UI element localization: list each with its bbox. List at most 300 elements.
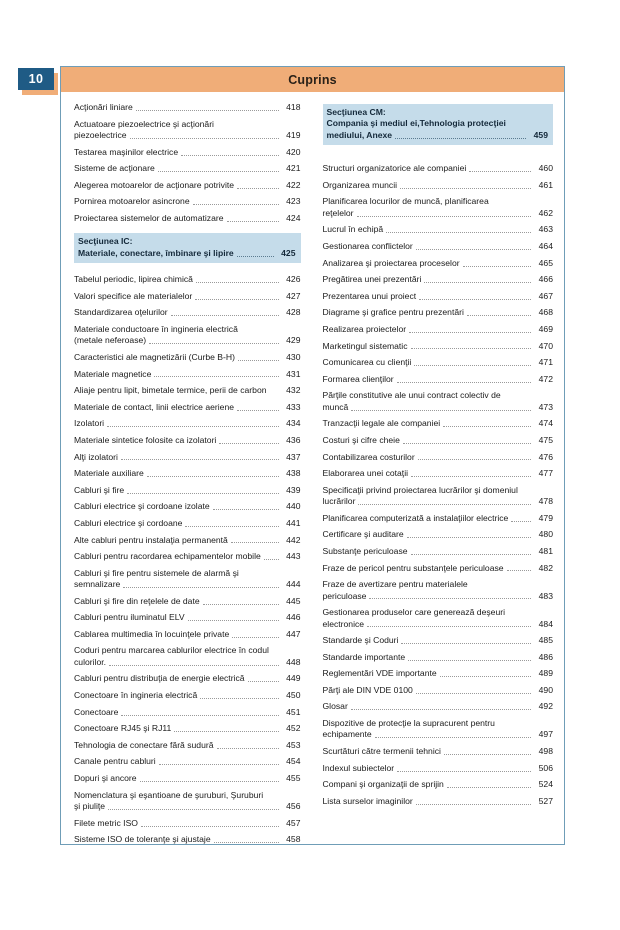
toc-entry[interactable]: [323, 163, 554, 174]
toc-entry-label-cont: piezoelectrice: [74, 130, 127, 140]
toc-entry-label: Planificarea computerizată a instalaţiilor electrice: [322, 512, 509, 523]
toc-entry-page: 447: [286, 628, 301, 639]
toc-entry-page: 433: [286, 401, 301, 412]
toc-entry-page: 419: [286, 130, 301, 140]
toc-entry[interactable]: [74, 834, 301, 845]
leader-dots: [463, 265, 531, 267]
toc-entry-label: Testarea maşinilor electrice: [74, 146, 179, 157]
leader-dots: [123, 586, 278, 588]
toc-entry[interactable]: [74, 196, 301, 207]
toc-entry[interactable]: [323, 779, 554, 790]
toc-entry-page: 489: [538, 668, 553, 679]
toc-right-column: [313, 102, 557, 851]
page-title: Cuprins: [288, 72, 337, 87]
toc-entry[interactable]: [74, 119, 301, 142]
toc-entry-page: 470: [538, 340, 553, 351]
toc-entry[interactable]: [74, 723, 301, 734]
toc-entry-page: 506: [538, 762, 553, 773]
toc-entry-label: Cablarea multimedia în locuinţele private: [74, 628, 230, 639]
leader-dots: [409, 331, 531, 333]
toc-entry[interactable]: [323, 746, 554, 757]
toc-entry-page: 483: [538, 590, 553, 601]
toc-entry-label: Materiale de contact, linii electrice aeriene: [74, 401, 235, 412]
toc-entry-page: 471: [538, 357, 553, 368]
leader-dots: [141, 825, 279, 827]
toc-entry-page: 434: [286, 418, 301, 429]
toc-entry[interactable]: [74, 535, 301, 546]
leader-dots: [140, 780, 279, 782]
toc-entry-page: 438: [286, 468, 301, 479]
leader-dots: [136, 109, 279, 111]
toc-entry-label: Realizarea proiectelor: [322, 323, 407, 334]
leader-dots: [130, 137, 279, 139]
toc-entry-page: 440: [286, 501, 301, 512]
leader-dots: [185, 525, 278, 527]
toc-entry[interactable]: [74, 147, 301, 158]
toc-entry-page: 477: [538, 468, 553, 479]
leader-dots: [416, 692, 531, 694]
leader-dots: [369, 597, 531, 599]
toc-entry-page: 490: [538, 684, 553, 695]
toc-entry-label: Coduri pentru marcarea cablurilor electrice în codul: [74, 645, 269, 656]
leader-dots: [213, 508, 279, 510]
toc-entry-label: Reglementări VDE importante: [322, 668, 437, 679]
leader-dots: [232, 636, 278, 638]
leader-dots: [407, 536, 531, 538]
leader-dots: [158, 170, 279, 172]
toc-entry[interactable]: [323, 274, 554, 285]
toc-entry-label: Cabluri şi fire pentru sistemele de alarmă şi: [74, 567, 239, 578]
toc-entry-label: Comunicarea cu clienţii: [322, 357, 412, 368]
toc-entry-label: Lucrul în echipă: [322, 224, 384, 235]
toc-entry-page: 431: [286, 368, 301, 379]
toc-entry-page: 474: [538, 418, 553, 429]
toc-entry-label: Alte cabluri pentru instalaţia permanentă: [74, 534, 228, 545]
toc-entry-page: 492: [538, 701, 553, 712]
toc-entry-page: 465: [538, 257, 553, 268]
toc-entry[interactable]: [323, 529, 554, 540]
toc-entry-label-cont: muncă: [322, 401, 349, 412]
toc-entry-label: Lista surselor imaginilor: [322, 795, 413, 806]
toc-entry[interactable]: [74, 551, 301, 562]
toc-entry-page: 486: [538, 651, 553, 662]
toc-entry-label: Acţionări liniare: [74, 102, 133, 112]
toc-entry[interactable]: [74, 629, 301, 640]
leader-dots: [121, 458, 279, 460]
toc-entry-page: 473: [538, 401, 553, 412]
leader-dots: [375, 736, 531, 738]
toc-entry[interactable]: [74, 274, 301, 285]
toc-entry-label: Gestionarea conflictelor: [322, 241, 413, 251]
toc-entry-label: Tehnologia de conectare fără sudură: [74, 739, 214, 750]
toc-entry-label: Proiectarea sistemelor de automatizare: [74, 212, 224, 223]
leader-dots: [127, 492, 278, 494]
toc-entry-label: Aliaje pentru lipit, bimetale termice, perii de carbon: [74, 385, 267, 396]
toc-entry-label: Pornirea motoarelor asincrone: [74, 196, 190, 207]
leader-dots: [195, 298, 278, 300]
leader-dots: [440, 675, 531, 677]
toc-entry-label: Conectoare: [74, 706, 119, 717]
toc-entry-label-cont: echipamente: [322, 729, 372, 740]
toc-entry[interactable]: [74, 307, 301, 318]
toc-entry-label: Scurtături către termenii tehnici: [322, 746, 441, 757]
toc-right-entries: [323, 163, 554, 807]
leader-dots: [159, 763, 279, 765]
toc-entry-page: 424: [286, 212, 301, 223]
toc-entry[interactable]: [323, 224, 554, 235]
toc-entry[interactable]: [323, 796, 554, 807]
section-heading-ic[interactable]: [74, 233, 301, 263]
leader-dots: [507, 569, 531, 571]
leader-dots: [443, 425, 531, 427]
toc-entry[interactable]: [323, 258, 554, 269]
spacer: [323, 156, 554, 163]
toc-entry[interactable]: [74, 596, 301, 607]
toc-entry-page: 469: [538, 323, 553, 334]
toc-entry[interactable]: [323, 652, 554, 663]
toc-entry-page: 449: [286, 673, 301, 684]
toc-entry-page: 456: [286, 801, 301, 812]
toc-entry-label: Prezentarea unui proiect: [322, 290, 417, 301]
toc-entry-page: 432: [286, 385, 301, 396]
toc-entry[interactable]: [74, 102, 301, 113]
toc-entry[interactable]: [74, 707, 301, 718]
leader-dots: [351, 708, 531, 710]
toc-entry-page: 484: [538, 618, 553, 629]
toc-entry-label-cont-row: [323, 208, 554, 219]
toc-entry-label: Filete metric ISO: [74, 817, 138, 828]
leader-dots: [511, 520, 531, 522]
toc-entry[interactable]: [323, 468, 554, 479]
toc-entry[interactable]: [323, 701, 554, 712]
leader-dots: [411, 347, 531, 349]
toc-entry-label: Materiale auxiliare: [74, 468, 144, 479]
toc-entry[interactable]: [74, 818, 301, 829]
leader-dots: [367, 625, 531, 627]
toc-entry-page: 476: [538, 451, 553, 462]
section-cm-line1: Secţiunea CM:: [326, 107, 386, 117]
toc-left-entries-bottom: [74, 274, 301, 845]
toc-entry-page: 466: [538, 274, 553, 285]
leader-dots: [408, 659, 531, 661]
leader-dots: [400, 187, 531, 189]
toc-entry[interactable]: [323, 485, 554, 508]
toc-entry-label: Specificaţii privind proiectarea lucrărilor şi domeniul: [322, 484, 518, 495]
toc-entry[interactable]: [323, 435, 554, 446]
toc-entry[interactable]: [323, 241, 554, 252]
toc-entry[interactable]: [323, 357, 554, 368]
toc-entry-label: Indexul subiectelor: [322, 762, 395, 773]
toc-entry-label-cont: (metale neferoase): [74, 335, 147, 346]
toc-entry[interactable]: [323, 718, 554, 741]
toc-entry[interactable]: [323, 635, 554, 646]
toc-entry[interactable]: [323, 452, 554, 463]
toc-entry[interactable]: [323, 307, 554, 318]
leader-dots: [444, 753, 531, 755]
toc-entry-label: Fraze de pericol pentru substanţele periculoase: [322, 562, 504, 573]
toc-entry-page: 464: [538, 241, 553, 251]
toc-entry-label: Alţi izolatori: [74, 451, 118, 462]
section-cm-page: 459: [533, 129, 548, 140]
leader-dots: [193, 203, 279, 205]
leader-dots: [248, 680, 279, 682]
toc-entry-label: Materiale conductoare în ingineria electrică: [74, 323, 238, 334]
toc-entry-label: Substanţe periculoase: [322, 545, 408, 556]
toc-entry-label: Glosar: [322, 701, 348, 712]
leader-dots: [414, 364, 531, 366]
leader-dots: [397, 381, 531, 383]
toc-entry[interactable]: [74, 180, 301, 191]
toc-entry-label: Cabluri electrice şi cordoane izolate: [74, 501, 210, 512]
page-number-value: 10: [18, 68, 54, 90]
toc-entry-label: Standardizarea oţelurilor: [74, 307, 168, 318]
toc-entry[interactable]: [323, 418, 554, 429]
toc-entry-page: 461: [538, 179, 553, 190]
toc-entry-label: Cabluri pentru distribuţia de energie electrică: [74, 673, 245, 684]
toc-entry-page: 437: [286, 451, 301, 462]
toc-entry[interactable]: [74, 518, 301, 529]
toc-entry[interactable]: [74, 673, 301, 684]
toc-entry-label: Părţile constitutive ale unui contract colectiv de: [322, 390, 501, 401]
leader-dots: [395, 137, 526, 139]
toc-entry[interactable]: [74, 468, 301, 479]
toc-entry-label: Elaborarea unei cotaţii: [322, 468, 409, 479]
leader-dots: [424, 281, 531, 283]
toc-entry-page: 442: [286, 534, 301, 545]
toc-entry[interactable]: [74, 369, 301, 380]
toc-entry-label: Standarde importante: [322, 651, 406, 662]
page-number-badge: [18, 68, 58, 94]
toc-entry-label: Standarde şi Coduri: [322, 635, 399, 646]
toc-entry[interactable]: [323, 668, 554, 679]
toc-entry-page: 426: [286, 274, 301, 285]
toc-entry[interactable]: [74, 568, 301, 591]
toc-entry[interactable]: [323, 180, 554, 191]
toc-entry-page: 478: [538, 496, 553, 507]
toc-content-frame: [60, 66, 565, 845]
toc-entry[interactable]: [323, 324, 554, 335]
toc-entry-label: Dispozitive de protecţie la supracurent pentru: [322, 718, 495, 729]
toc-entry-label-cont-row: [323, 619, 554, 630]
leader-dots: [237, 187, 278, 189]
toc-entry-page: 444: [286, 579, 301, 590]
toc-entry[interactable]: [74, 385, 301, 396]
section-heading-cm[interactable]: [323, 104, 554, 145]
leader-dots: [107, 425, 278, 427]
toc-entry-label: Gestionarea produselor care generează deşeuri: [322, 607, 505, 618]
toc-entry-page: 423: [286, 196, 301, 207]
toc-entry[interactable]: [74, 485, 301, 496]
toc-entry[interactable]: [74, 612, 301, 623]
toc-entry[interactable]: [74, 352, 301, 363]
toc-entry[interactable]: [74, 501, 301, 512]
toc-entry[interactable]: [74, 163, 301, 174]
toc-entry-label: Fraze de avertizare pentru materialele: [322, 579, 468, 590]
leader-dots: [237, 255, 274, 257]
toc-entry-page: 445: [286, 595, 301, 606]
leader-dots: [401, 642, 531, 644]
toc-entry-label: Valori specifice ale materialelor: [74, 290, 193, 301]
section-ic-line2: Materiale, conectare, îmbinare şi lipire: [78, 247, 234, 258]
toc-entry-label: Structuri organizatorice ale companiei: [322, 163, 467, 174]
leader-dots: [109, 664, 279, 666]
toc-entry-label: Caracteristici ale magnetizării (Curbe B-H): [74, 351, 235, 362]
toc-entry-label: Organizarea muncii: [322, 179, 398, 190]
toc-left-column: [69, 102, 313, 851]
leader-dots: [227, 220, 279, 222]
toc-entry-label: Sisteme ISO de toleranţe şi ajustaje: [74, 834, 211, 845]
toc-entry-label-cont: periculoase: [322, 590, 367, 601]
toc-entry-label: Analizarea şi proiectarea proceselor: [322, 257, 460, 268]
toc-entry-page: 427: [286, 290, 301, 301]
toc-entry-page: 527: [538, 795, 553, 806]
toc-entry-label: Actuatoare piezoelectrice şi acţionări: [74, 118, 214, 129]
toc-entry[interactable]: [323, 563, 554, 574]
toc-entry[interactable]: [74, 773, 301, 784]
toc-entry[interactable]: [74, 418, 301, 429]
toc-left-entries-top: [74, 102, 301, 224]
toc-entry-label: Cabluri pentru racordarea echipamentelor mobile: [74, 551, 261, 562]
toc-entry[interactable]: [74, 435, 301, 446]
section-cm-line2: Compania şi mediul ei,Tehnologia protecţiei: [326, 118, 506, 129]
toc-entry-page: 498: [538, 746, 553, 757]
leader-dots: [403, 442, 531, 444]
toc-entry[interactable]: [323, 546, 554, 557]
toc-entry-label-cont-row: [74, 657, 301, 668]
toc-entry-label: Pregătirea unei prezentări: [322, 274, 422, 285]
toc-entry[interactable]: [323, 374, 554, 385]
toc-entry[interactable]: [74, 756, 301, 767]
leader-dots: [149, 342, 278, 344]
toc-entry-page: 452: [286, 723, 301, 734]
toc-entry-label: Conectoare RJ45 şi RJ11: [74, 723, 172, 734]
leader-dots: [357, 215, 531, 217]
toc-entry-label-cont-row: [323, 496, 554, 507]
toc-entry[interactable]: [323, 763, 554, 774]
leader-dots: [108, 808, 278, 810]
toc-entry-label: Materiale sintetice folosite ca izolatori: [74, 434, 217, 445]
leader-dots: [196, 281, 279, 283]
toc-entry[interactable]: [323, 579, 554, 602]
section-ic-line1: Secţiunea IC:: [78, 236, 133, 247]
toc-entry-label-cont: reţelelor: [322, 207, 354, 218]
toc-entry-page: 524: [538, 779, 553, 790]
toc-entry-page: 443: [286, 551, 301, 562]
toc-entry-label: Părţi ale DIN VDE 0100: [322, 684, 413, 695]
toc-entry[interactable]: [74, 213, 301, 224]
toc-entry-label: Alegerea motoarelor de acţionare potrivite: [74, 179, 235, 190]
toc-entry[interactable]: [74, 402, 301, 413]
toc-entry-page: 451: [286, 706, 301, 717]
toc-entry[interactable]: [74, 645, 301, 668]
toc-entry-page: 485: [538, 635, 553, 646]
toc-entry[interactable]: [74, 740, 301, 751]
toc-entry-label: Marketingul sistematic: [322, 340, 408, 351]
toc-entry-label-cont: lucrărilor: [322, 496, 356, 507]
toc-entry-label: Izolatori: [74, 418, 105, 429]
leader-dots: [200, 697, 278, 699]
toc-entry-page: 460: [538, 163, 553, 174]
toc-entry-label: Tranzacţii legale ale companiei: [322, 418, 441, 429]
leader-dots: [237, 409, 278, 411]
toc-entry-page: 428: [286, 307, 301, 318]
toc-entry-label: Planificarea locurilor de muncă, planificarea: [322, 196, 489, 207]
toc-header-bar: [61, 67, 564, 92]
leader-dots: [351, 409, 531, 411]
toc-entry-label-cont-row: [74, 801, 301, 812]
leader-dots: [469, 170, 531, 172]
leader-dots: [416, 248, 531, 250]
toc-entry-page: 458: [286, 834, 301, 845]
leader-dots: [217, 747, 279, 749]
leader-dots: [147, 475, 279, 477]
leader-dots: [171, 314, 279, 316]
toc-entry-label-cont-row: [323, 402, 554, 413]
toc-entry-label-cont-row: [74, 579, 301, 590]
toc-entry[interactable]: [323, 607, 554, 630]
toc-entry-label: Dopuri şi ancore: [74, 773, 137, 784]
leader-dots: [411, 475, 531, 477]
toc-entry-page: 463: [538, 224, 553, 235]
toc-entry-page: 468: [538, 307, 553, 318]
toc-entry[interactable]: [323, 341, 554, 352]
toc-entry-label: Cabluri pentru iluminatul ELV: [74, 612, 185, 623]
toc-entry[interactable]: [74, 690, 301, 701]
toc-entry[interactable]: [74, 324, 301, 347]
toc-entry-label-cont-row: [74, 335, 301, 346]
toc-entry[interactable]: [323, 196, 554, 219]
toc-entry-page: 439: [286, 484, 301, 495]
toc-entry-page: 418: [286, 102, 301, 112]
toc-entry-label-cont: electronice: [322, 618, 365, 629]
toc-entry[interactable]: [323, 685, 554, 696]
toc-entry-label-cont: semnalizare: [74, 579, 121, 590]
toc-entry-label: Cabluri electrice şi cordoane: [74, 517, 183, 528]
leader-dots: [447, 786, 531, 788]
leader-dots: [154, 375, 278, 377]
leader-dots: [358, 503, 531, 505]
toc-entry-label: Certificare şi auditare: [322, 529, 404, 540]
toc-entry-label-cont-row: [323, 729, 554, 740]
toc-entry-label: Costuri şi cifre cheie: [322, 434, 400, 445]
leader-dots: [121, 714, 278, 716]
leader-dots: [219, 442, 278, 444]
toc-entry[interactable]: [323, 390, 554, 413]
leader-dots: [264, 558, 279, 560]
section-cm-line3: mediului, Anexe: [326, 129, 393, 140]
toc-entry-page: 457: [286, 817, 301, 828]
toc-entry-label: Cabluri şi fire: [74, 484, 125, 495]
toc-entry-page: 497: [538, 729, 553, 740]
toc-entry-label-cont-row: [74, 130, 301, 141]
toc-entry[interactable]: [323, 291, 554, 302]
toc-entry-page: 481: [538, 545, 553, 556]
leader-dots: [416, 803, 531, 805]
toc-entry[interactable]: [323, 513, 554, 524]
toc-entry-label: Materiale magnetice: [74, 368, 152, 379]
toc-entry-label: Compani şi organizaţii de sprijin: [322, 779, 444, 790]
toc-entry-page: 441: [286, 517, 301, 528]
toc-entry[interactable]: [74, 452, 301, 463]
toc-entry[interactable]: [74, 790, 301, 813]
toc-entry-label: Tabelul periodic, lipirea chimică: [74, 274, 193, 285]
toc-entry-page: 454: [286, 756, 301, 767]
toc-entry[interactable]: [74, 291, 301, 302]
leader-dots: [411, 553, 531, 555]
toc-entry-label: Conectoare în ingineria electrică: [74, 690, 198, 701]
toc-entry-label: Nomenclatura şi eşantioane de şuruburi, Şuruburi: [74, 789, 264, 800]
toc-entry-page: 448: [286, 656, 301, 667]
